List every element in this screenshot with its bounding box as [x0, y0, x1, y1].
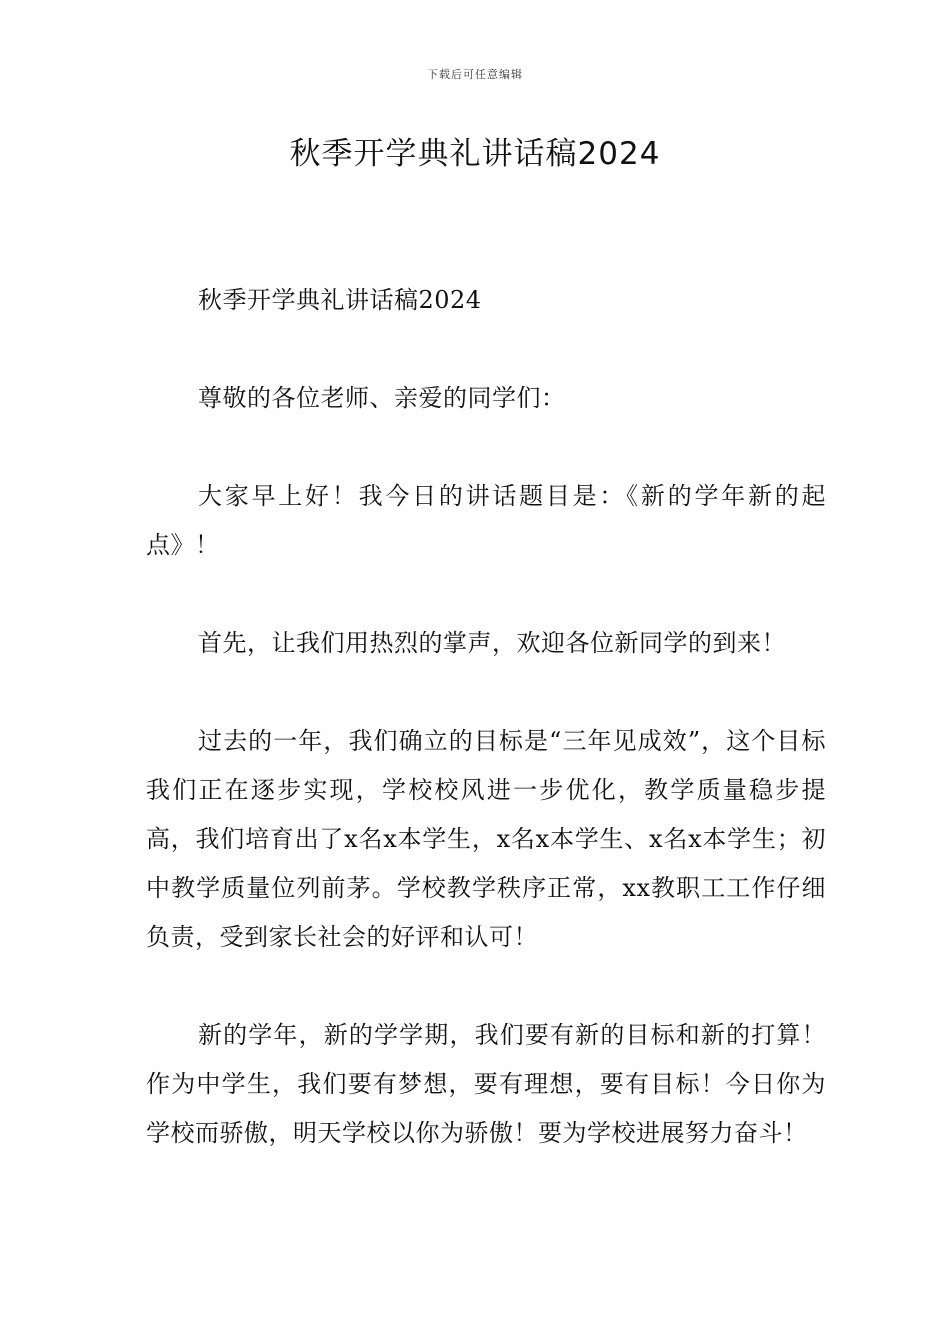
paragraph-welcome: 首先，让我们用热烈的掌声，欢迎各位新同学的到来！: [198, 629, 786, 657]
header-note: 下载后可任意编辑: [427, 68, 523, 81]
paragraph-subtitle: 秋季开学典礼讲话稿2024: [198, 286, 482, 314]
paragraph-past-year: 过去的一年，我们确立的目标是“三年见成效”，这个目标我们正在逐步实现，学校校风进一步优化，教学质量稳步提高，我们培育出了x名x本学生，x名x本学生、x名x本学生；初中教学质量位列前茅。学校教学秩序正常，xx教职工工作仔细负责，受到家长社会的好评和认可！: [146, 727, 826, 951]
document-title: 秋季开学典礼讲话稿2024: [289, 136, 661, 172]
paragraph-greeting: 大家早上好！我今日的讲话题目是：《新的学年新的起点》！: [146, 482, 826, 559]
document-body: [146, 276, 826, 1207]
paragraph-salutation: 尊敬的各位老师、亲爱的同学们：: [198, 384, 566, 412]
paragraph-new-year: 新的学年，新的学学期，我们要有新的目标和新的打算！作为中学生，我们要有梦想，要有理想，要有目标！今日你为学校而骄傲，明天学校以你为骄傲！要为学校进展努力奋斗！: [146, 1021, 826, 1147]
